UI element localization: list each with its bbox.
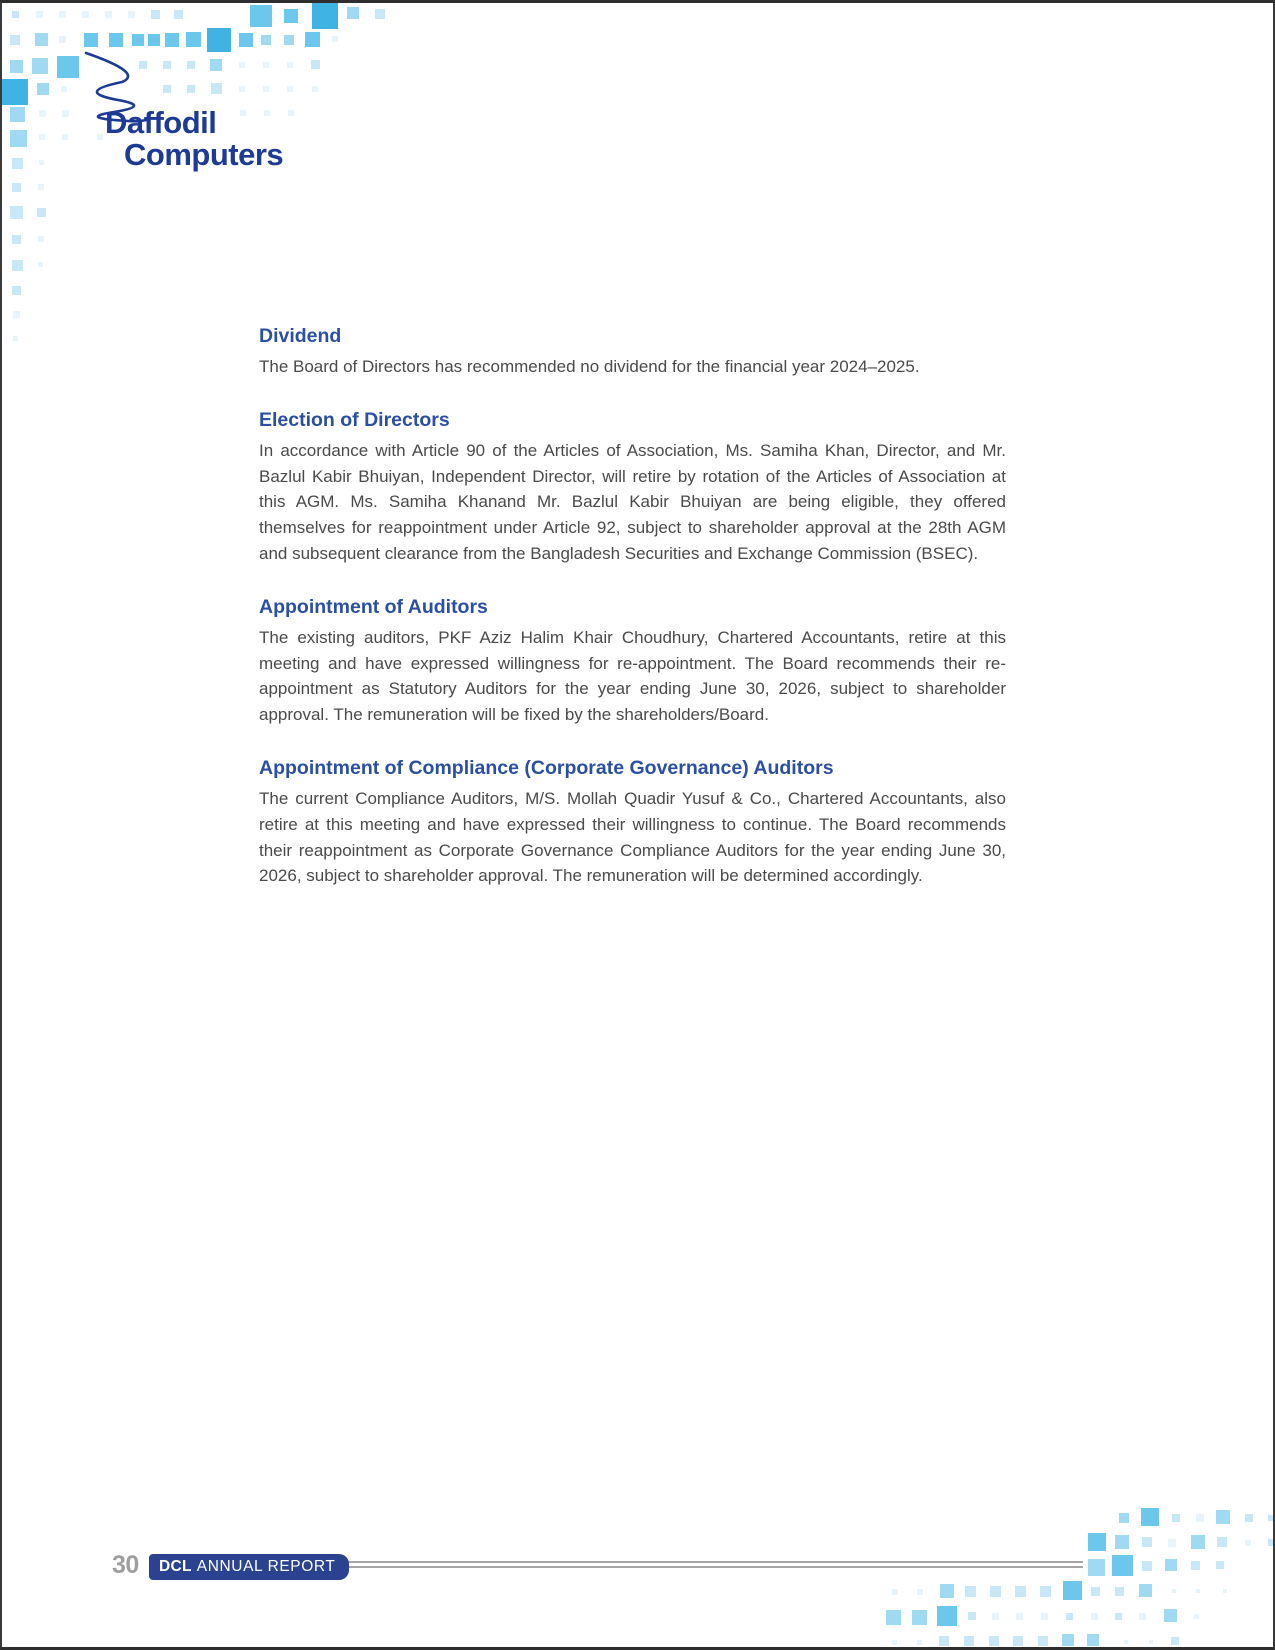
decor-square — [62, 110, 69, 117]
decor-square — [892, 1640, 897, 1645]
decor-square — [990, 1586, 1001, 1597]
decor-square — [1196, 1589, 1200, 1593]
decor-square — [1088, 1559, 1105, 1576]
logo-line-computers: Computers — [124, 137, 284, 172]
decor-square — [989, 1636, 999, 1646]
decor-square — [305, 32, 320, 47]
decor-square — [1142, 1561, 1152, 1571]
decor-square — [250, 5, 272, 27]
section-body: In accordance with Article 90 of the Articles of Association, Ms. Samiha Khan, Director, and Mr. Bazlul Kabir Bhuiyan, Independent Director, will retire by rotation of the Articles of Association at this AGM. Ms. Samiha Khanand Mr. Bazlul Kabir Bhuiyan are being eligible, they offered themselves for reappointment under Article 92, subject to shareholder approval at the 28th AGM and subsequent clearance from the Bangladesh Securities and Exchange Commission (BSEC). — [259, 440, 1006, 563]
decor-square — [1191, 1561, 1200, 1570]
decor-square — [1015, 1586, 1026, 1597]
decor-square — [10, 60, 23, 73]
decor-square — [10, 107, 25, 122]
decor-square — [1115, 1613, 1122, 1620]
decor-square — [940, 1584, 954, 1598]
logo-line-daffodil: Daffodil — [105, 105, 217, 140]
decor-square — [151, 10, 160, 19]
decor-square — [1168, 1539, 1176, 1547]
decor-square — [1196, 1514, 1204, 1522]
decor-square — [12, 158, 23, 169]
decor-square — [1268, 1515, 1274, 1521]
section-heading: Appointment of Compliance (Corporate Governance) Auditors — [259, 756, 834, 779]
decor-square — [1216, 1510, 1230, 1524]
decor-square — [917, 1640, 922, 1645]
decor-square — [992, 1613, 999, 1620]
page-number: 30 — [112, 1551, 139, 1579]
decor-square — [312, 3, 338, 29]
decor-square — [1119, 1513, 1129, 1523]
decor-square — [1142, 1537, 1152, 1547]
decor-square — [1115, 1535, 1129, 1549]
decor-square — [347, 7, 359, 19]
decor-square — [12, 183, 21, 192]
decor-square — [36, 11, 43, 18]
section-body: The current Compliance Auditors, M/S. Mollah Quadir Yusuf & Co., Chartered Accountants, also retire at this meeting and have expressed their willingness to continue. The Board recommends their reappointment as Corporate Governance Compliance Auditors for the year ending June 30, 2026, subject to shareholder approval. The remuneration will be determined accordingly. — [259, 788, 1006, 886]
decor-square — [59, 36, 66, 43]
decor-square — [12, 235, 21, 244]
decor-square — [132, 34, 144, 46]
decor-square — [12, 11, 19, 18]
decor-square — [1115, 1587, 1124, 1596]
decor-square — [968, 1612, 976, 1620]
decor-square — [39, 134, 45, 140]
decor-square — [284, 35, 294, 45]
decor-square — [59, 11, 66, 18]
decor-square — [1164, 1609, 1177, 1622]
section-dividend — [259, 323, 1006, 380]
decor-square — [61, 86, 67, 92]
section-election-of-directors — [259, 407, 1006, 567]
decor-square — [37, 208, 46, 217]
decor-square — [1112, 1555, 1133, 1576]
company-logo — [72, 49, 332, 189]
footer-report-badge — [149, 1554, 349, 1580]
decor-square — [1194, 1614, 1199, 1619]
decor-square — [1139, 1584, 1152, 1597]
decor-square — [37, 83, 49, 95]
logo-text — [105, 107, 283, 171]
decor-square — [332, 36, 338, 42]
section-body: The existing auditors, PKF Aziz Halim Khair Choudhury, Chartered Accountants, retire at this meeting and have expressed willingness for re-appointment. The Board recommends their re-appointment as Statutory Auditors for the year ending June 30, 2026, subject to shareholder approval. The remuneration will be fixed by the shareholders/Board. — [259, 627, 1006, 725]
decor-square — [12, 260, 23, 271]
decor-square — [13, 336, 18, 341]
decor-square — [1041, 1613, 1048, 1620]
section-heading: Election of Directors — [259, 408, 450, 431]
decor-square — [886, 1610, 901, 1625]
decor-square — [1016, 1613, 1023, 1620]
decor-square — [148, 34, 160, 46]
decor-square — [912, 1610, 927, 1625]
decor-square — [2, 79, 28, 105]
decor-square — [1066, 1613, 1073, 1620]
decor-square — [1124, 1640, 1128, 1644]
decor-square — [917, 1589, 923, 1595]
decor-square — [261, 35, 271, 45]
decor-square — [1040, 1586, 1051, 1597]
decor-square — [239, 33, 253, 47]
decor-square — [1013, 1636, 1023, 1646]
decor-square — [1217, 1537, 1227, 1547]
decor-square — [1063, 1581, 1082, 1600]
decor-square — [284, 9, 298, 23]
decor-square — [1191, 1535, 1205, 1549]
decor-square — [1172, 1514, 1180, 1522]
decor-square — [12, 286, 21, 295]
decor-square — [965, 1586, 976, 1597]
decor-square — [1223, 1589, 1227, 1593]
section-heading: Dividend — [259, 325, 342, 347]
decor-square — [1139, 1613, 1146, 1620]
section-appointment-of-auditors — [259, 594, 1006, 728]
decor-square — [13, 311, 20, 318]
footer-badge-annual-report: ANNUAL REPORT — [196, 1558, 336, 1575]
section-appointment-of-compliance-auditors — [259, 755, 1006, 889]
decor-square — [109, 33, 123, 47]
footer-divider — [346, 1561, 1083, 1568]
decor-square — [82, 11, 89, 18]
decor-square — [10, 35, 20, 45]
decor-square — [1171, 1637, 1179, 1645]
decor-square — [1062, 1634, 1074, 1646]
section-body: The Board of Directors has recommended no dividend for the financial year 2024–2025. — [259, 357, 920, 376]
decor-square — [38, 184, 44, 190]
decor-square — [39, 160, 44, 165]
decor-square — [10, 206, 23, 219]
decor-square — [1087, 1634, 1099, 1646]
decor-square — [39, 110, 46, 117]
decor-square — [165, 33, 179, 47]
decor-square — [1165, 1559, 1177, 1571]
decor-square — [35, 33, 48, 46]
decor-square — [1245, 1540, 1251, 1546]
decor-square — [174, 10, 183, 19]
decor-square — [1149, 1640, 1153, 1644]
page-content — [259, 323, 1006, 916]
decor-square — [1268, 1539, 1275, 1546]
decor-square — [892, 1589, 898, 1595]
decor-square — [375, 9, 385, 19]
decor-square — [32, 58, 48, 74]
decor-square — [1088, 1533, 1106, 1551]
section-heading: Appointment of Auditors — [259, 595, 488, 618]
decor-square — [10, 130, 27, 147]
footer-badge-dcl: DCL — [159, 1558, 192, 1575]
decor-square — [84, 33, 98, 47]
decor-square — [38, 262, 43, 267]
decor-square — [38, 236, 44, 242]
decor-square — [128, 11, 135, 18]
decor-square — [1091, 1587, 1100, 1596]
decor-square — [1038, 1636, 1048, 1646]
decor-square — [62, 134, 68, 140]
decor-square — [186, 32, 201, 47]
decor-square — [1245, 1514, 1253, 1522]
decor-square — [105, 11, 112, 18]
decor-square — [1141, 1508, 1159, 1526]
decor-square — [1091, 1613, 1098, 1620]
decor-square — [937, 1606, 957, 1626]
decor-square — [1216, 1561, 1224, 1569]
decor-square — [939, 1636, 949, 1646]
decor-square — [964, 1636, 974, 1646]
decor-square — [1172, 1589, 1176, 1593]
